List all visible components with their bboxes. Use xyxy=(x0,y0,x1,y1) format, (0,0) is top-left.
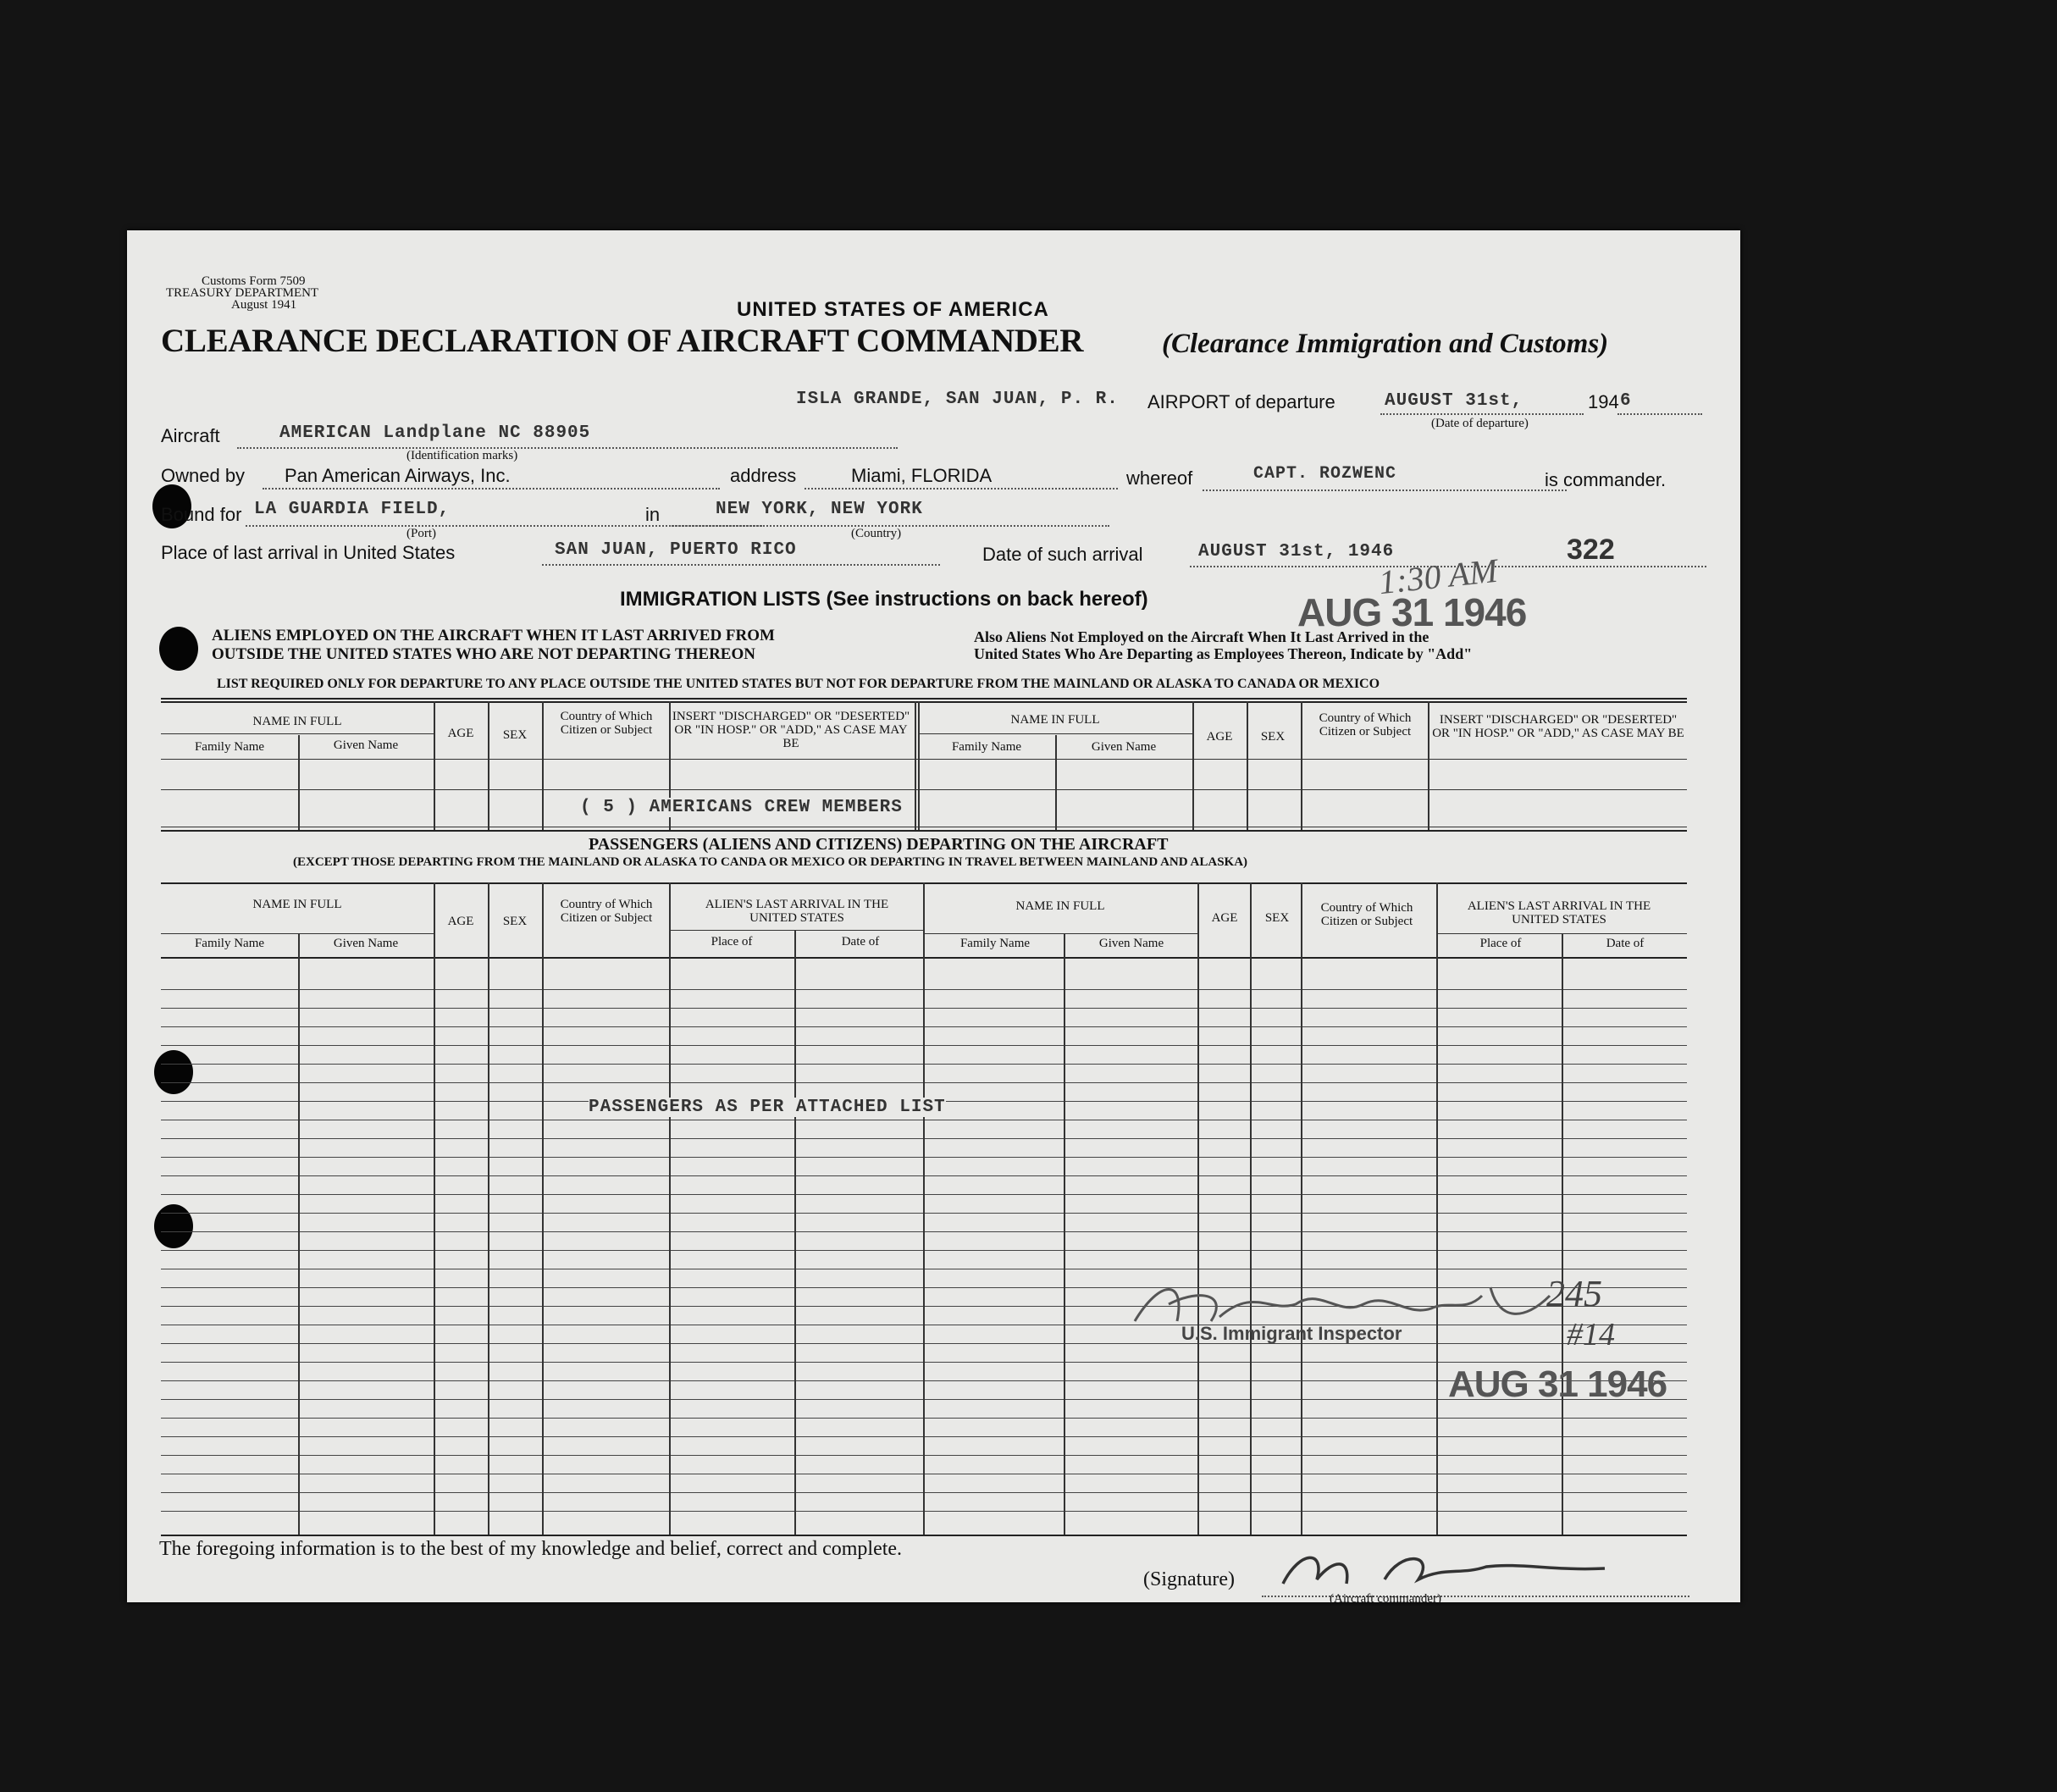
arrival-date-value: AUGUST 31st, 1946 xyxy=(1198,542,1395,561)
country-value: NEW YORK, NEW YORK xyxy=(716,500,923,519)
left-note-1: ALIENS EMPLOYED ON THE AIRCRAFT WHEN IT LAST ARRIVED FROM xyxy=(212,627,775,644)
passengers-heading: PASSENGERS (ALIENS AND CITIZENS) DEPARTING ON THE AIRCRAFT xyxy=(589,835,1169,854)
t1-name-header-right: NAME IN FULL xyxy=(1010,713,1100,727)
t1-age-header: AGE xyxy=(447,727,474,740)
inspector-title: U.S. Immigrant Inspector xyxy=(1181,1323,1402,1344)
last-arrival-label: Place of last arrival in United States xyxy=(161,542,456,563)
form-title: CLEARANCE DECLARATION OF AIRCRAFT COMMANDER xyxy=(161,323,1084,359)
bound-value: LA GUARDIA FIELD, xyxy=(254,500,451,519)
passengers-entry: PASSENGERS AS PER ATTACHED LIST xyxy=(589,1098,946,1117)
form-subtitle: (Clearance Immigration and Customs) xyxy=(1162,329,1609,359)
t2-alien-arrival-header: ALIEN'S LAST ARRIVAL IN THE UNITED STATES xyxy=(705,898,889,925)
punch-hole xyxy=(159,627,198,671)
airport-label: AIRPORT of departure xyxy=(1147,391,1335,412)
year-value: 6 xyxy=(1620,391,1632,411)
t2-given-header-right: Given Name xyxy=(1098,937,1164,950)
punch-hole xyxy=(154,1204,193,1248)
t1-family-header: Family Name xyxy=(194,740,265,754)
left-note-2: OUTSIDE THE UNITED STATES WHO ARE NOT DEPARTING THEREON xyxy=(212,645,755,663)
passengers-subheading: (EXCEPT THOSE DEPARTING FROM THE MAINLAND OR ALASKA TO CANDA OR MEXICO OR DEPARTING IN TRAVEL BETWEEN MAINLAND AND ALASKA) xyxy=(293,855,1248,869)
commander-caption: (Aircraft commander) xyxy=(1330,1592,1442,1606)
t2-age-header-right: AGE xyxy=(1211,911,1238,925)
inspector-number: 245 xyxy=(1546,1273,1602,1314)
owned-label: Owned by xyxy=(161,465,246,486)
date-caption: (Date of departure) xyxy=(1431,417,1529,430)
in-label: in xyxy=(645,504,661,525)
t1-given-header-right: Given Name xyxy=(1091,740,1157,754)
address-label: address xyxy=(730,465,797,486)
crew-entry: ( 5 ) AMERICANS CREW MEMBERS xyxy=(580,798,903,817)
address-value: Miami, FLORIDA xyxy=(851,465,993,486)
country-caption: (Country) xyxy=(851,527,902,540)
certification-statement: The foregoing information is to the best of my knowledge and belief, correct and complete. xyxy=(159,1538,903,1560)
whereof-label: whereof xyxy=(1126,467,1193,489)
t2-sex-header: SEX xyxy=(502,915,528,928)
departure-date-value: AUGUST 31st, xyxy=(1385,391,1523,411)
t2-place-header: Place of xyxy=(711,935,753,949)
t2-age-header: AGE xyxy=(447,915,474,928)
inspector-suffix: #14 xyxy=(1567,1317,1615,1352)
t2-date-header-right: Date of xyxy=(1606,937,1645,950)
t2-family-header-right: Family Name xyxy=(959,937,1031,950)
form-number: Customs Form 7509 xyxy=(202,274,306,288)
form-sheet xyxy=(127,230,1740,1606)
t2-sex-header-right: SEX xyxy=(1264,911,1290,925)
immigration-heading: IMMIGRATION LISTS (See instructions on back hereof) xyxy=(620,588,1148,611)
aircraft-value: AMERICAN Landplane NC 88905 xyxy=(279,423,591,443)
t2-country-header: Country of Which Citizen or Subject xyxy=(560,898,653,925)
right-note-2: United States Who Are Departing as Employees Thereon, Indicate by "Add" xyxy=(974,645,1473,662)
bound-label: Bound for xyxy=(161,504,242,525)
t1-insert-header-right: INSERT "DISCHARGED" OR "DESERTED" OR "IN HOSP." OR "ADD," AS CASE MAY BE xyxy=(1432,713,1684,740)
right-note-1: Also Aliens Not Employed on the Aircraft When It Last Arrived in the xyxy=(974,628,1429,645)
airport-value: ISLA GRANDE, SAN JUAN, P. R. xyxy=(796,390,1119,409)
t1-sex-header: SEX xyxy=(502,728,528,742)
t1-insert-header: INSERT "DISCHARGED" OR "DESERTED" OR "IN HOSP." OR "ADD," AS CASE MAY BE xyxy=(672,710,910,750)
commander-signature xyxy=(1266,1533,1622,1609)
t1-given-header: Given Name xyxy=(333,738,399,752)
t1-name-header: NAME IN FULL xyxy=(252,715,342,728)
t2-place-header-right: Place of xyxy=(1479,937,1522,950)
inspector-date-stamp: AUG 31 1946 xyxy=(1448,1363,1667,1405)
aircraft-label: Aircraft xyxy=(161,425,220,446)
t2-country-header-right: Country of Which Citizen or Subject xyxy=(1320,901,1413,928)
port-caption: (Port) xyxy=(406,527,436,540)
t2-date-header: Date of xyxy=(841,935,880,949)
t1-family-header-right: Family Name xyxy=(951,740,1022,754)
owned-value: Pan American Airways, Inc. xyxy=(285,465,511,486)
t1-country-header: Country of Which Citizen or Subject xyxy=(560,710,653,737)
country-header: UNITED STATES OF AMERICA xyxy=(737,298,1049,321)
t2-alien-arrival-header-right: ALIEN'S LAST ARRIVAL IN THE UNITED STATES xyxy=(1467,899,1651,926)
commander-value: CAPT. ROZWENC xyxy=(1253,464,1397,484)
time-note: 1:30 AM xyxy=(1377,550,1500,602)
t1-country-header-right: Country of Which Citizen or Subject xyxy=(1319,711,1412,738)
received-date-stamp: AUG 31 1946 xyxy=(1297,590,1527,634)
t2-name-header: NAME IN FULL xyxy=(252,898,342,911)
signature-label: (Signature) xyxy=(1143,1568,1235,1590)
t2-given-header: Given Name xyxy=(333,937,399,950)
t1-sex-header-right: SEX xyxy=(1260,730,1286,744)
form-date: August 1941 xyxy=(231,298,297,312)
ident-caption: (Identification marks) xyxy=(406,449,518,462)
last-arrival-value: SAN JUAN, PUERTO RICO xyxy=(555,540,797,560)
punch-hole xyxy=(154,1050,193,1094)
department: TREASURY DEPARTMENT xyxy=(166,286,319,300)
t1-age-header-right: AGE xyxy=(1206,730,1233,744)
arrival-date-label: Date of such arrival xyxy=(982,544,1143,565)
year-prefix: 194 xyxy=(1588,391,1619,412)
commander-suffix: is commander. xyxy=(1545,469,1667,490)
list-required-note: LIST REQUIRED ONLY FOR DEPARTURE TO ANY PLACE OUTSIDE THE UNITED STATES BUT NOT FOR DEPARTURE FROM THE MAINLAND OR ALASKA TO CANADA OR MEXICO xyxy=(217,677,1380,691)
t2-family-header: Family Name xyxy=(194,937,265,950)
t2-name-header-right: NAME IN FULL xyxy=(1015,899,1105,913)
flight-number: 322 xyxy=(1567,534,1615,566)
